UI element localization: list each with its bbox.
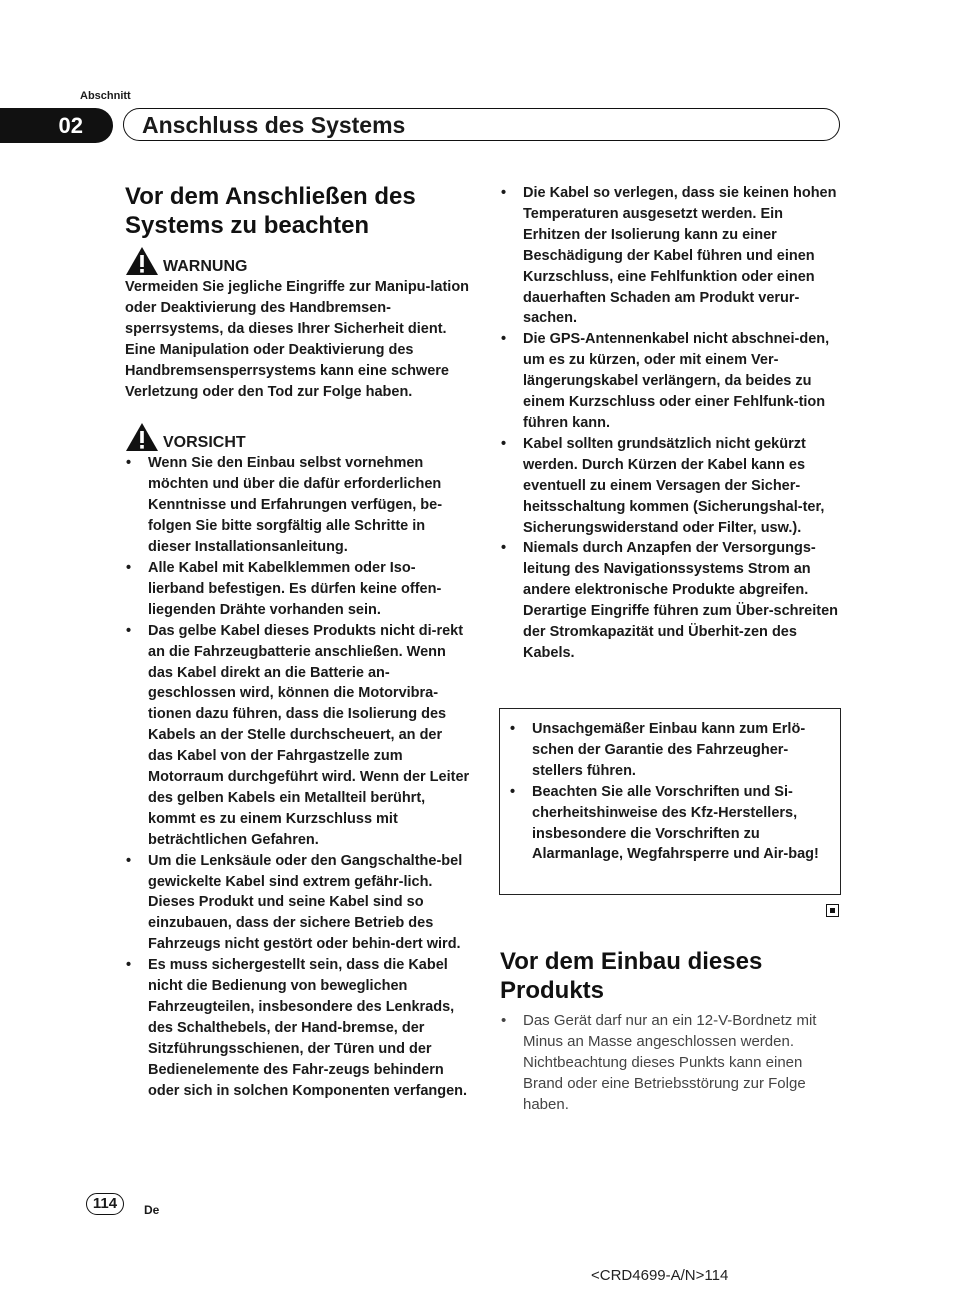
warning-header (125, 246, 470, 276)
section-label: Abschnitt (80, 90, 131, 102)
main-heading: Vor dem Anschließen des Systems zu beachten (125, 183, 416, 239)
right-column (500, 183, 842, 664)
install-list (500, 1010, 842, 1115)
left-column (125, 182, 470, 1102)
note-box (499, 708, 841, 895)
list-item: • Um die Lenksäule oder den Gangschalthe-bel gewickelte Kabel sind extrem gefähr-lich. Dieses Produkt und seine Kabel sind so einzubauen, dass der sichere Betrieb des Fahrzeugs nicht gestört oder behin-dert wird. (125, 851, 470, 956)
section-number: 02 (0, 108, 113, 143)
section-end-icon (826, 904, 839, 917)
list-item: • Niemals durch Anzapfen der Versorgungs-leitung des Navigationssystems Strom an andere elektronische Produkte abgreifen. Derartige Eingriffe führen zum Über-schreiten der Stromkapazität und Überhit-zen des Kabels. (500, 538, 842, 663)
list-item: • Die GPS-Antennenkabel nicht abschnei-den, um es zu kürzen, oder mit einem Ver-längerungskabel verlängern, da beides zu einem Kurzschluss oder einer Fehlfunk-tion führen kann. (500, 329, 842, 434)
list-item: • Unsachgemäßer Einbau kann zum Erlö-schen der Garantie des Fahrzeugher-stellers führen. (509, 719, 832, 782)
page-number: 114 (86, 1193, 124, 1215)
section-title: Anschluss des Systems (142, 112, 406, 138)
list-item: • Wenn Sie den Einbau selbst vornehmen möchten und über die dafür erforderlichen Kenntnisse und Erfahrungen verfügen, be-folgen Sie bitte sorgfältig alle Schritte in dieser Installationsanleitung. (125, 453, 470, 558)
caution-header (125, 422, 470, 452)
caution-label: VORSICHT (163, 434, 246, 452)
list-item: • Die Kabel so verlegen, dass sie keinen hohen Temperaturen ausgesetzt werden. Ein Erhitzen der Isolierung kann zu einer Beschädigung der Kabel führen und einen Kurzschluss, eine Fehlfunktion oder einen dauerhaften Schaden am Produkt verur-sachen. (500, 183, 842, 329)
list-item: • Kabel sollten grundsätzlich nicht gekürzt werden. Durch Kürzen der Kabel kann es eventuell zu einem Versagen der Sicher-heitsschaltung kommen (Sicherungshal-ter, Sicherungswiderstand oder Filter, usw.). (500, 434, 842, 539)
list-item: • Das gelbe Kabel dieses Produkts nicht di-rekt an die Fahrzeugbatterie anschließen. Wenn das Kabel direkt an die Batterie an-geschlossen wird, können die Motorvibra-tionen dazu führen, dass die Isolierung des Kabels an der Stelle durchscheuert, an der das Kabel von der Fahrgastzelle zum Motorraum durchgeführt wird. Wenn der Leiter des gelben Kabels ein Metallteil berührt, kommt es zu einem Kurzschluss mit beträchtlichen Gefahren. (125, 621, 470, 851)
document-code: <CRD4699-A/N>114 (591, 1267, 729, 1284)
install-heading: Vor dem Einbau dieses Produkts (500, 948, 763, 1004)
list-item: • Es muss sichergestellt sein, dass die Kabel nicht die Bedienung von beweglichen Fahrzeugteilen, insbesondere des Lenkrads, des Schalthebels, der Hand-bremse, der Sitzführungsschienen, der Türen und der Bedienelemente des Fahr-zeugs behindern oder sich in solchen Komponenten verfangen. (125, 955, 470, 1101)
warning-triangle-icon (125, 246, 159, 276)
install-section (500, 947, 842, 1115)
warning-text: Vermeiden Sie jegliche Eingriffe zur Manipu-lation oder Deaktivierung des Handbremsen-sperrsystems, da dieses Ihrer Sicherheit dient. Eine Manipulation oder Deaktivierung des Handbremsensperrsystems kann eine schwere Verletzung oder den Tod zur Folge haben. (125, 279, 470, 400)
warning-label: WARNUNG (163, 258, 248, 275)
caution-list-continued (500, 183, 842, 664)
list-item: • Alle Kabel mit Kabelklemmen oder Iso-lierband befestigen. Es dürfen keine offen-liegenden Drähte vorhanden sein. (125, 558, 470, 621)
warning-triangle-icon (125, 422, 159, 452)
caution-list (125, 453, 470, 1101)
language-code: De (144, 1203, 160, 1217)
list-item: • Das Gerät darf nur an ein 12-V-Bordnetz mit Minus an Masse angeschlossen werden. Nichtbeachtung dieses Punkts kann einen Brand oder eine Betriebsstörung zur Folge haben. (500, 1010, 842, 1115)
list-item: • Beachten Sie alle Vorschriften und Si-cherheitshinweise des Kfz-Herstellers, insbesondere die Vorschriften zu Alarmanlage, Wegfahrsperre und Air-bag! (509, 782, 832, 866)
note-list (509, 719, 832, 865)
